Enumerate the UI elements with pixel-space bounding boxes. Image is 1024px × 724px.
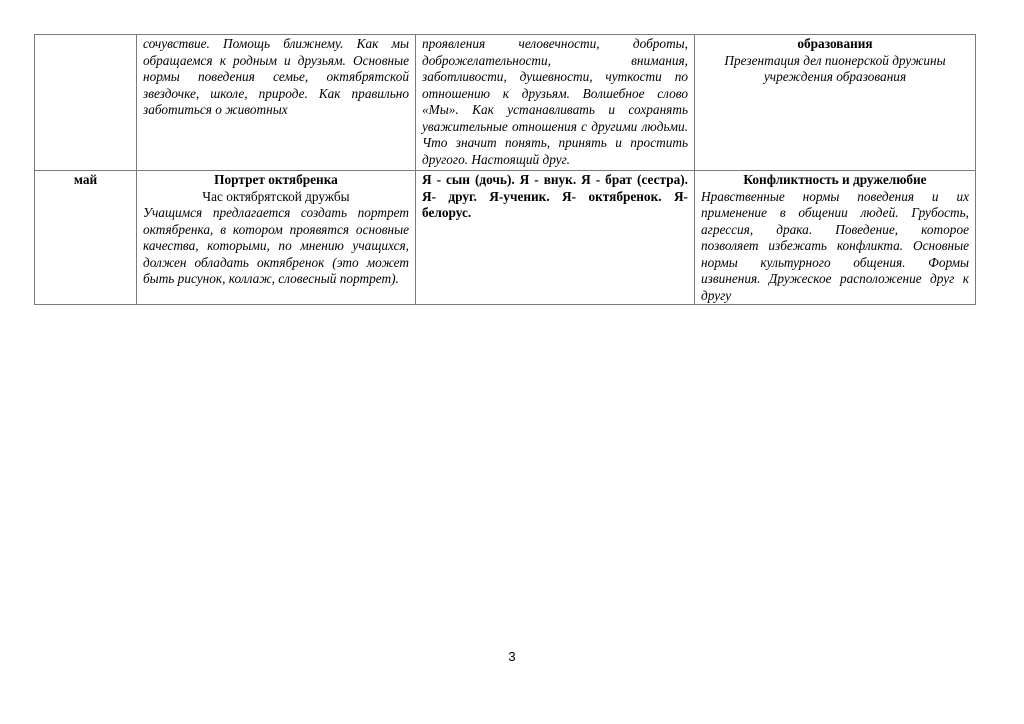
plan-table	[34, 34, 976, 305]
topic-subtitle: Час октябрятской дружбы	[202, 188, 350, 204]
topic-title: Портрет октябренка	[214, 172, 338, 187]
content-cell	[416, 171, 695, 305]
month-cell: май	[35, 171, 137, 305]
event-title: образования	[797, 36, 873, 51]
table-row	[35, 35, 976, 171]
event-text: Нравственные нормы поведения и их применение в общении людей. Грубость, агрессия, драка. Поведение, которое позволяет избежать конфликта. Основные нормы культурного общения. Формы извинения. Дружеское расположение друг к другу	[701, 188, 969, 303]
page-number: 3	[508, 649, 516, 664]
table-row	[35, 171, 976, 305]
content-text: Я - сын (дочь). Я - внук. Я - брат (сестра). Я- друг. Я-ученик. Я- октябренок. Я- белорус.	[422, 172, 688, 220]
topic-cell	[137, 35, 416, 171]
event-text: Презентация дел пионерской дружины учреждения образования	[724, 52, 946, 84]
month-cell	[35, 35, 137, 171]
content-text: проявления человечности, доброты, доброжелательности, внимания, заботливости, душевности, чуткости по отношению к друзьям. Волшебное слово «Мы». Как устанавливать и сохранять уважительные отношения с другими людьми. Что значит понять, принять и простить другого. Настоящий друг.	[422, 36, 688, 167]
content-cell	[416, 35, 695, 171]
topic-text: сочувствие. Помощь ближнему. Как мы обращаемся к родным и друзьям. Основные нормы поведения семье, октябрятской звездочке, школе, природе. Как правильно заботиться о животных	[143, 36, 409, 117]
topic-text: Учащимся предлагается создать портрет октябренка, в котором проявятся основные качества, которыми, по мнению учащихся, должен обладать октябренок (это может быть рисунок, коллаж, словесный портрет).	[143, 205, 409, 286]
event-cell	[695, 35, 976, 171]
event-title: Конфликтность и дружелюбие	[743, 172, 927, 187]
event-cell	[695, 171, 976, 305]
topic-cell	[137, 171, 416, 305]
